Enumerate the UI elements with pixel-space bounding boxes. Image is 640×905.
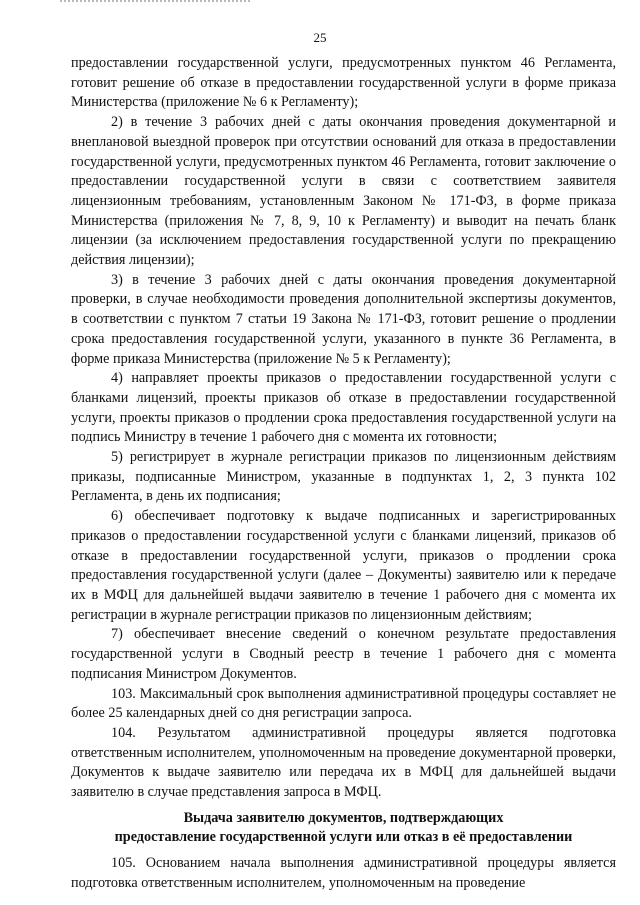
paragraph-item-5: 5) регистрирует в журнале регистрации приказов по лицензионным действиям приказы, подписанные Министром, указанные в подпунктах 1, 2, 3 пункта 102 Регламента, в день их подписания; bbox=[71, 449, 616, 505]
paragraph-item-6: 6) обеспечивает подготовку к выдаче подписанных и зарегистрированных приказов о предоставлении государственной услуги с бланками лицензий, приказов об отказе в предоставлении государственной услуги, приказов о продлении срока предоставления государственной услуги (далее – Документы) заявителю или к передаче их в МФЦ для дальнейшей выдачи заявителю в течение 1 рабочего дня с момента их регистрации в журнале регистрации приказов по лицензионным действиям; bbox=[71, 508, 616, 623]
scan-artifact bbox=[60, 0, 250, 7]
section-heading-line-1: Выдача заявителю документов, подтверждающих bbox=[183, 809, 504, 826]
page-number: 25 bbox=[313, 30, 327, 45]
paragraph-105: 105. Основанием начала выполнения административной процедуры является подготовка ответственным исполнителем, уполномоченным на проведение bbox=[71, 855, 616, 891]
paragraph-item-3: 3) в течение 3 рабочих дней с даты окончания проведения документарной проверки, в случае необходимости проведения дополнительной экспертизы документов, в соответствии с пунктом 7 статьи 19 Закона № 171-ФЗ, готовит решение о продлении срока предоставления государственной услуги, указанного в пункте 36 Регламента, в форме приказа Министерства (приложение № 5 к Регламенту); bbox=[71, 271, 616, 367]
section-heading bbox=[71, 809, 616, 848]
section-heading-line-2: предоставление государственной услуги или отказ в её предоставлении bbox=[114, 829, 573, 846]
paragraph-104: 104. Результатом административной процедуры является подготовка ответственным исполнителем, уполномоченным на проведение документарной проверки, Документов к выдаче заявителю или передача их в МФЦ для дальнейшей выдачи заявителю в случае представления запроса в МФЦ. bbox=[71, 724, 616, 801]
paragraph-continuation: предоставлении государственной услуги, предусмотренных пунктом 46 Регламента, готовит решение об отказе в предоставлении государственной услуги в форме приказа Министерства (приложение № 6 к Регламенту); bbox=[71, 55, 616, 111]
paragraph-item-2: 2) в течение 3 рабочих дней с даты окончания проведения документарной и внеплановой выездной проверок при отсутствии оснований для отказа в предоставлении государственной услуги, предусмотренных пунктом 46 Регламента, готовит заключение о предоставлении государственной услуги в связи с соответствием заявителя лицензионным требованиям, установленным Законом № 171-ФЗ, в форме приказа Министерства (приложения № 7, 8, 9, 10 к Регламенту) и выводит на печать бланк лицензии (за исключением предоставления государственной услуги по прекращению действия лицензии); bbox=[71, 114, 616, 269]
paragraph-103: 103. Максимальный срок выполнения административной процедуры составляет не более 25 календарных дней со дня регистрации запроса. bbox=[71, 685, 616, 722]
document-body bbox=[71, 54, 616, 894]
paragraph-item-7: 7) обеспечивает внесение сведений о конечном результате предоставления государственной услуги в Сводный реестр в течение 1 рабочего дня с момента подписания Министром Документов. bbox=[71, 626, 616, 682]
paragraph-item-4: 4) направляет проекты приказов о предоставлении государственной услуги с бланками лицензий, проекты приказов об отказе в предоставлении государственной услуги, проекты приказов о продлении срока предоставления государственной услуги на подпись Министру в течение 1 рабочего дня с момента их готовности; bbox=[71, 370, 616, 446]
